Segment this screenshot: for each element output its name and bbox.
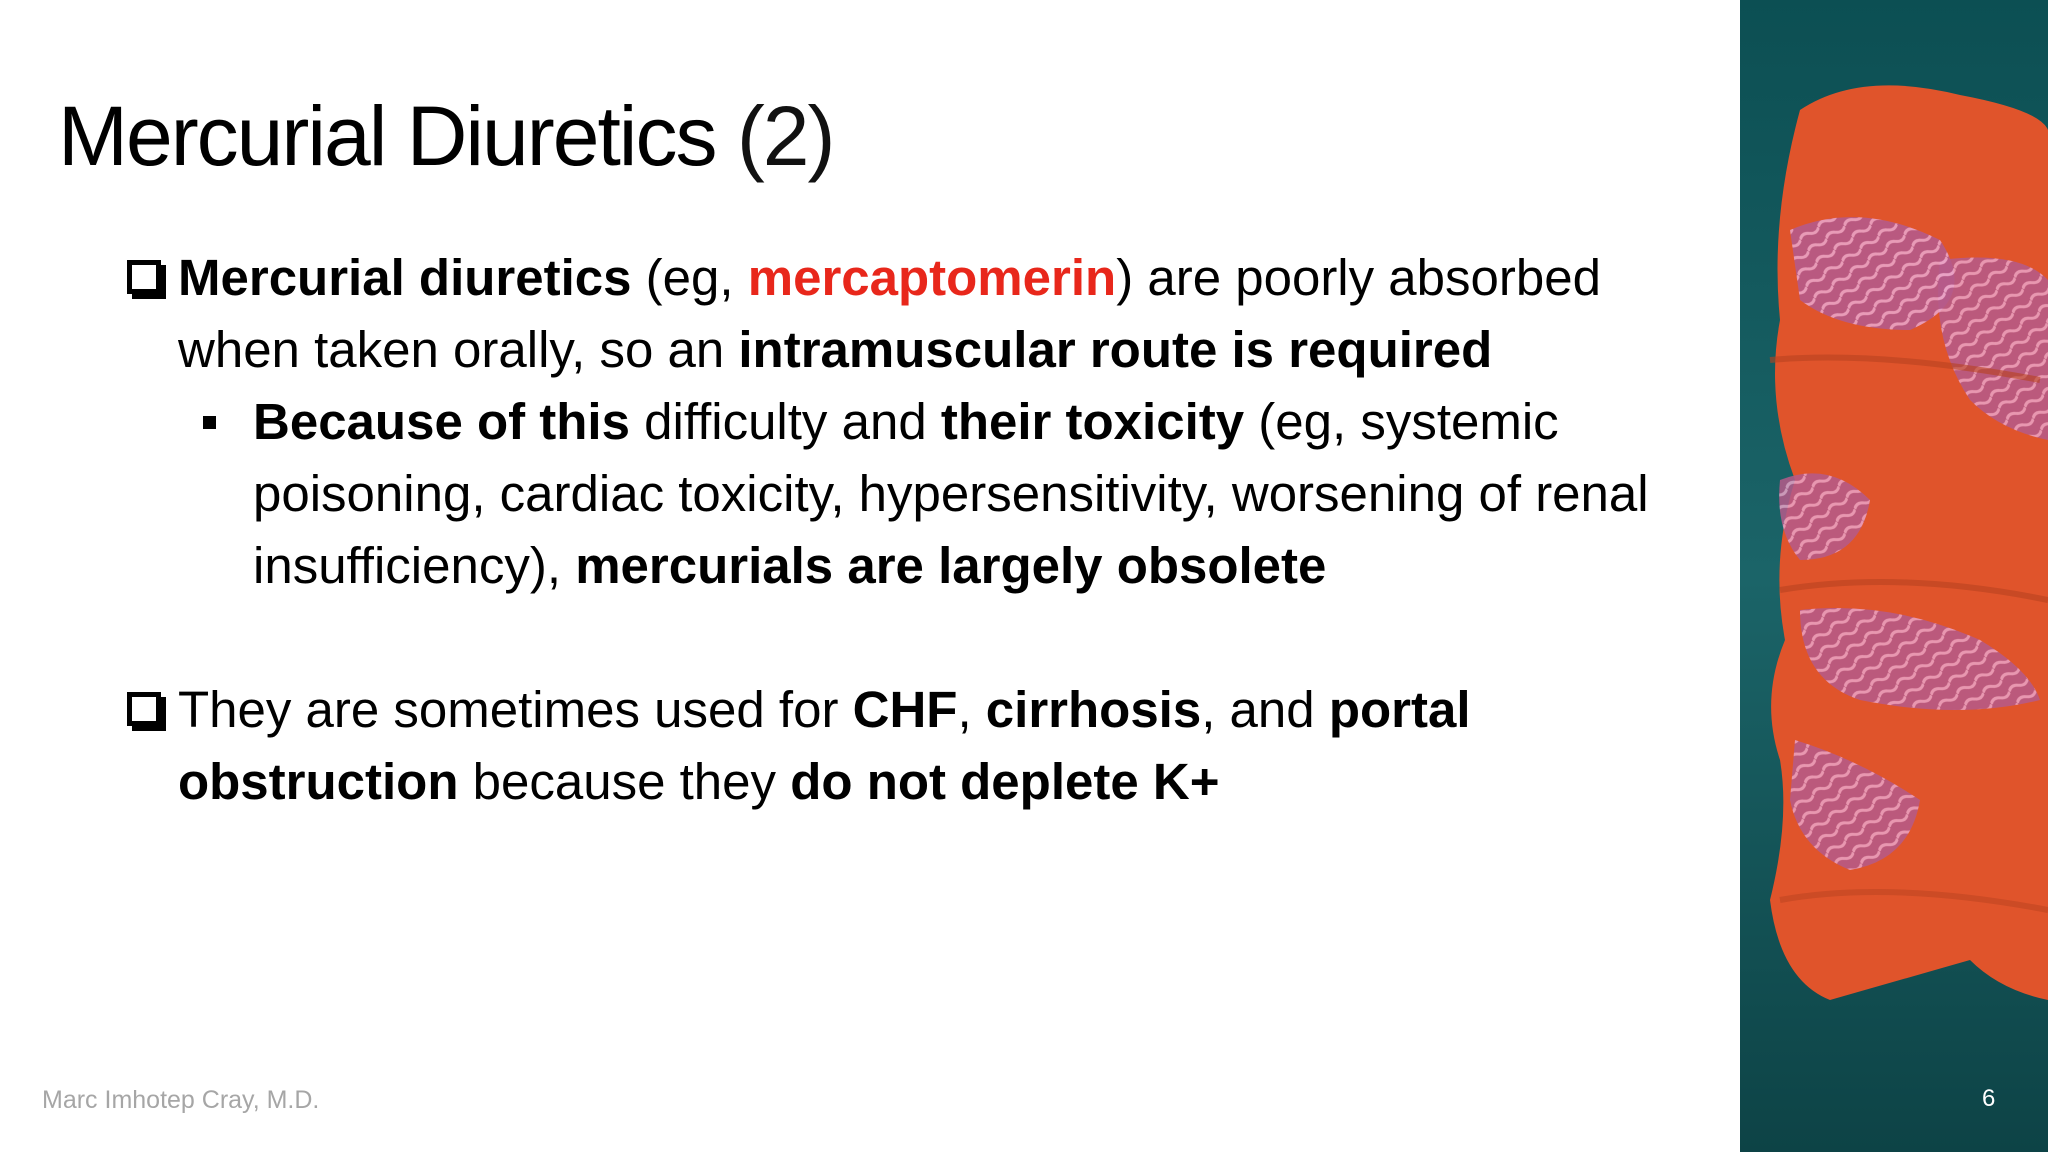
bullet-mercurial-absorption — [125, 242, 1695, 386]
text-segment: ) are poorly absorbed when taken orally, so an — [178, 249, 1601, 378]
hollow-square-bullet-icon — [127, 260, 161, 294]
term-mercurial-diuretics: Mercurial diuretics — [178, 249, 632, 306]
term-because-of-this: Because of this — [253, 393, 630, 450]
term-their-toxicity: their toxicity — [940, 393, 1245, 450]
spacer — [125, 602, 1695, 674]
kidney-tissue-image — [1740, 0, 2048, 1152]
text-segment: , and — [1201, 681, 1329, 738]
text-segment: difficulty and — [629, 393, 941, 450]
filled-square-bullet-icon — [203, 416, 216, 429]
bullet-clinical-uses — [125, 674, 1695, 818]
term-do-not-deplete-k: do not deplete K+ — [790, 753, 1220, 810]
term-cirrhosis: cirrhosis — [985, 681, 1202, 738]
page-number: 6 — [1982, 1085, 1996, 1112]
subbullet-toxicity — [125, 386, 1695, 602]
footer-author: Marc Imhotep Cray, M.D. — [42, 1086, 320, 1114]
hollow-square-bullet-icon — [127, 692, 161, 726]
text-segment: , — [957, 681, 986, 738]
title-suffix: (2) — [736, 89, 834, 183]
term-portal-obstruction: portal obstruction — [178, 681, 1471, 810]
term-mercaptomerin: mercaptomerin — [747, 249, 1117, 306]
text-segment: They are sometimes used for — [178, 681, 853, 738]
text-segment: (eg, systemic poisoning, cardiac toxicity, hypersensitivity, worsening of renal insufficiency), — [253, 393, 1649, 594]
title-main: Mercurial Diuretics — [58, 89, 716, 183]
slide-body — [125, 242, 1695, 818]
term-largely-obsolete: mercurials are largely obsolete — [575, 537, 1327, 594]
text-segment: (eg, — [631, 249, 748, 306]
term-chf: CHF — [852, 681, 958, 738]
slide-title — [58, 88, 833, 185]
term-intramuscular-route: intramuscular route is required — [738, 321, 1493, 378]
text-segment: because they — [458, 753, 791, 810]
